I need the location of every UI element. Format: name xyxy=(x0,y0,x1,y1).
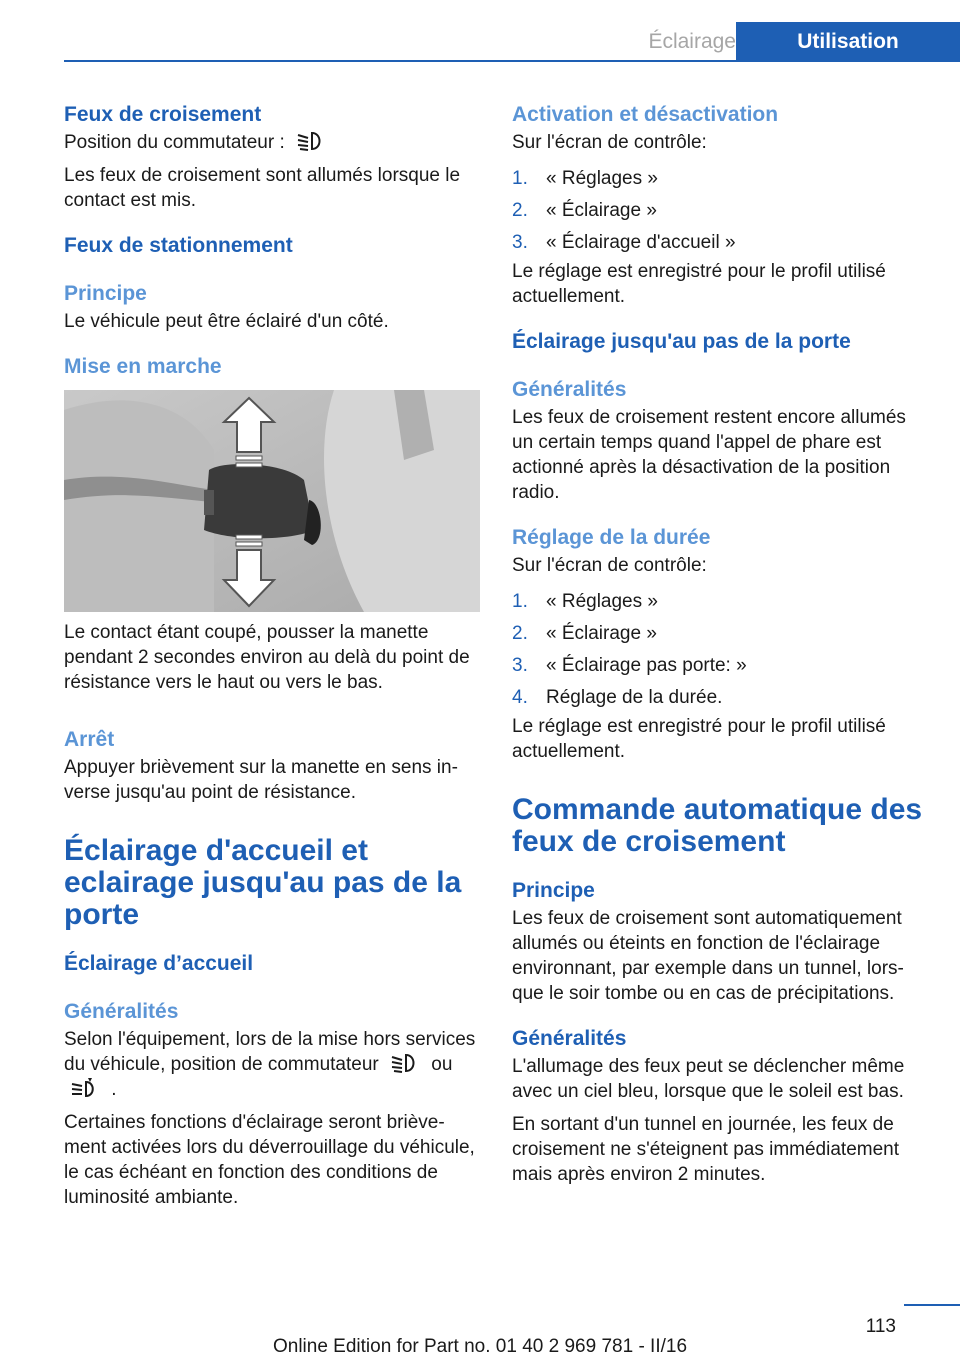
step-number: 3. xyxy=(512,232,528,253)
para-control-display-2: Sur l'écran de contrôle: xyxy=(512,555,707,576)
step-number: 1. xyxy=(512,168,528,189)
para-door-general: Les feux de croisement restent encore allumés un certain temps quand l'appel de phare est actionné après la désactivation de la position radio. xyxy=(512,407,906,503)
para-principle: Le véhicule peut être éclairé d'un côté. xyxy=(64,311,389,332)
left-column xyxy=(64,100,480,1210)
general-text-or: ou xyxy=(431,1054,453,1075)
para-auto-general-2: En sortant d'un tunnel en journée, les feux de croisement ne s'éteignent pas immédiatement mais après environ 2 minutes. xyxy=(512,1114,899,1185)
heading-door-light: Éclairage jusqu'au pas de la porte xyxy=(512,330,851,353)
step-number: 1. xyxy=(512,591,528,612)
step-number: 2. xyxy=(512,200,528,221)
heading-activation: Activation et désactivation xyxy=(512,103,779,126)
steps-door-light xyxy=(512,586,928,714)
para-auto-general-1: L'allumage des feux peut se déclencher même avec un ciel bleu, lorsque que le soleil est bas. xyxy=(512,1056,905,1102)
footer-edition: Online Edition for Part no. 01 40 2 969 781 - II/16 xyxy=(272,1336,688,1357)
page-header xyxy=(0,0,960,62)
step-number: 2. xyxy=(512,623,528,644)
step-text: « Réglages » xyxy=(546,168,658,189)
heading-parking-lights: Feux de stationnement xyxy=(64,234,293,257)
heading-general-2: Généralités xyxy=(512,378,627,401)
list-item xyxy=(512,586,928,618)
para-control-display: Sur l'écran de contrôle: xyxy=(512,132,707,153)
heading-auto-low-beam-big: Commande automatique des feux de croisement xyxy=(512,793,923,858)
para-general-2: Certaines fonctions d'éclairage seront brièvement activées lors du déverrouillage du véhicule, le cas échéant en fonction des conditions de luminosité ambiante. xyxy=(64,1112,475,1208)
heading-general-3: Généralités xyxy=(512,1027,627,1050)
para-off: Appuyer brièvement sur la manette en sens inverse jusqu'au point de résistance. xyxy=(64,757,458,803)
auto-headlight-icon xyxy=(68,1077,102,1099)
general-text-a: Selon l'équipement, lors de la mise hors services du véhicule, position de commutateur xyxy=(64,1029,476,1075)
step-text: « Éclairage pas porte: » xyxy=(546,655,747,676)
header-chapter-tab: Utilisation xyxy=(736,22,960,62)
para-switch-position xyxy=(64,130,480,155)
heading-welcome-light: Éclairage d’accueil xyxy=(64,952,254,975)
step-text: « Éclairage d'accueil » xyxy=(546,232,736,253)
heading-principle-2: Principe xyxy=(512,879,595,902)
list-item xyxy=(512,163,928,195)
heading-duration: Réglage de la durée xyxy=(512,526,711,549)
para-auto-principle: Les feux de croisement sont automatiquement allumés ou éteints en fonction de l'éclairage environnant, par exemple dans un tunnel, lorsque le soir tombe ou en cas de précipitations. xyxy=(512,908,904,1004)
low-beam-icon xyxy=(294,130,328,152)
step-text: Réglage de la durée. xyxy=(546,687,723,708)
para-saved-1: Le réglage est enregistré pour le profil utilisé actuellement. xyxy=(512,261,886,307)
header-section-title: Éclairage xyxy=(648,30,736,53)
list-item xyxy=(512,195,928,227)
switch-position-text: Position du commutateur : xyxy=(64,132,285,153)
list-item xyxy=(512,618,928,650)
heading-off: Arrêt xyxy=(64,728,115,751)
para-switch-on: Le contact étant coupé, pousser la manette pendant 2 secondes environ au delà du point de résistance vers le haut ou vers le bas. xyxy=(64,622,470,693)
list-item xyxy=(512,682,928,714)
list-item xyxy=(512,650,928,682)
step-number: 4. xyxy=(512,687,528,708)
right-column xyxy=(512,100,928,1187)
heading-general: Généralités xyxy=(64,1000,179,1023)
para-low-beam-on: Les feux de croisement sont allumés lorsque le contact est mis. xyxy=(64,165,461,211)
turn-signal-lever-photo xyxy=(64,390,480,612)
para-saved-2: Le réglage est enregistré pour le profil utilisé actuellement. xyxy=(512,716,886,762)
heading-principle: Principe xyxy=(64,282,147,305)
footer-rule xyxy=(904,1304,960,1306)
header-rule xyxy=(64,60,738,62)
steps-welcome-light xyxy=(512,163,928,259)
heading-welcome-light-big: Éclairage d'accueil et eclairage jusqu'au pas de la porte xyxy=(64,834,462,931)
step-number: 3. xyxy=(512,655,528,676)
step-text: « Réglages » xyxy=(546,591,658,612)
step-text: « Éclairage » xyxy=(546,623,657,644)
list-item xyxy=(512,227,928,259)
para-general-1 xyxy=(64,1027,480,1102)
heading-low-beam: Feux de croisement xyxy=(64,103,262,126)
step-text: « Éclairage » xyxy=(546,200,657,221)
page-number: 113 xyxy=(865,1316,896,1337)
heading-switch-on: Mise en marche xyxy=(64,355,222,378)
low-beam-icon xyxy=(388,1052,422,1074)
general-text-end: . xyxy=(111,1079,117,1100)
